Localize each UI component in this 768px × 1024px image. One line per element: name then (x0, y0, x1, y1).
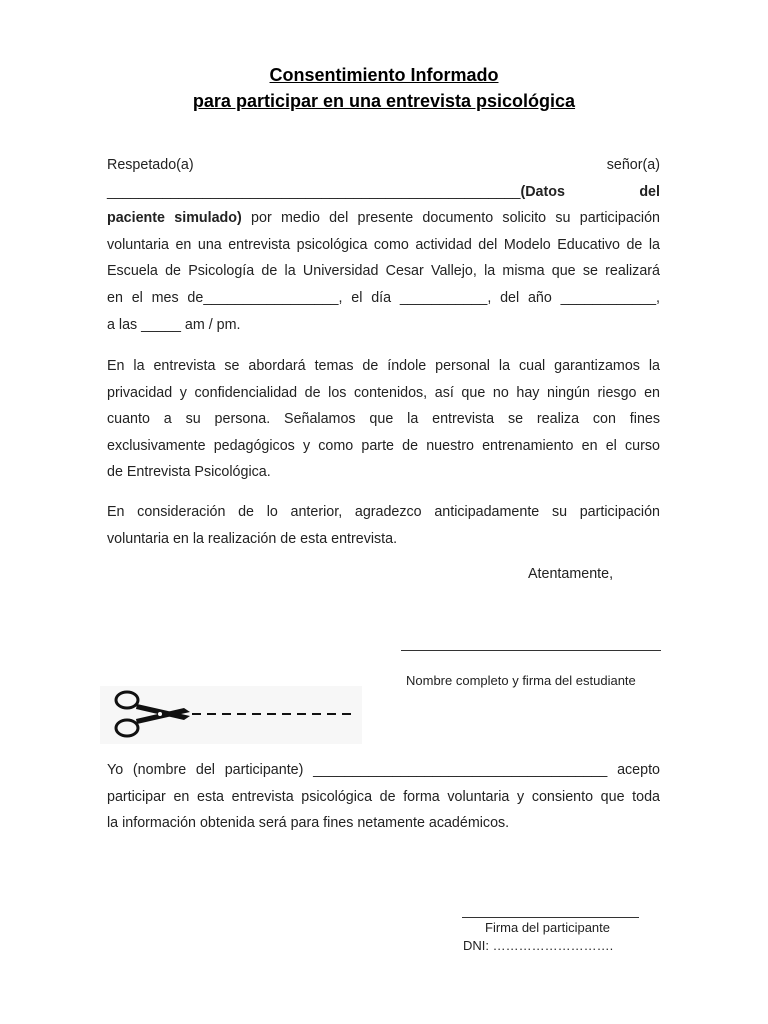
scissors-icon (100, 686, 362, 744)
paragraph-line: la información obtenida será para fines netamente académicos. (107, 815, 510, 832)
patient-name-blank: ____________________________________________________ (107, 183, 521, 200)
paragraph-line: En la entrevista se abordará temas de índole personal la cual garantizamos la (107, 358, 660, 374)
paragraph-line: participar en esta entrevista psicológica de forma voluntaria y consiento que toda (107, 788, 660, 805)
document-subtitle: para participar en una entrevista psicológica (192, 91, 576, 111)
greeting-line (107, 152, 660, 179)
date-fields-line: en el mes de_________________, el día ___________, del año ____________, (107, 289, 660, 306)
greeting-left: Respetado(a) (107, 157, 194, 173)
paragraph-line: Escuela de Psicología de la Universidad Cesar Vallejo, la misma que se realizará (107, 263, 660, 280)
invitation-paragraph (107, 152, 660, 338)
participant-signature-line (462, 917, 639, 918)
acceptance-paragraph (107, 757, 660, 837)
closing-text: Atentamente, (528, 566, 614, 582)
paragraph-line: exclusivamente pedagógicos y como parte de nuestro entrenamiento en el curso (107, 437, 660, 454)
time-field-line: a las _____ am / pm. (107, 316, 241, 333)
participant-signature-label: Firma del participante (485, 920, 610, 935)
line3-text: por medio del presente documento solicito su participación (241, 210, 661, 227)
patient-name-line (107, 179, 660, 206)
participant-name-line: Yo (nombre del participante) _____________________________________ acepto (107, 762, 660, 778)
document-title: Consentimiento Informado (269, 65, 499, 85)
paragraph-line: voluntaria en una entrevista psicológica como actividad del Modelo Educativo de la (107, 236, 660, 253)
datos-word: (Datos (520, 183, 565, 200)
paragraph-line: voluntaria en la realización de esta entrevista. (107, 530, 398, 547)
privacy-paragraph (107, 353, 660, 486)
student-signature-label: Nombre completo y firma del estudiante (406, 673, 636, 688)
dni-field: DNI: ………………………. (463, 938, 614, 953)
paragraph-line: de Entrevista Psicológica. (107, 464, 271, 481)
paragraph-line (107, 205, 660, 232)
greeting-right: señor(a) (606, 157, 660, 173)
paragraph-line: privacidad y confidencialidad de los contenidos, así que no hay ningún riesgo en (107, 384, 660, 401)
student-signature-line (401, 650, 661, 651)
thanks-paragraph (107, 499, 660, 552)
patient-simulated-label: paciente simulado) (107, 210, 242, 227)
paragraph-line: En consideración de lo anterior, agradezco anticipadamente su participación (107, 504, 660, 520)
del-word: del (639, 183, 660, 200)
paragraph-line: cuanto a su persona. Señalamos que la entrevista se realiza con fines (107, 411, 660, 428)
